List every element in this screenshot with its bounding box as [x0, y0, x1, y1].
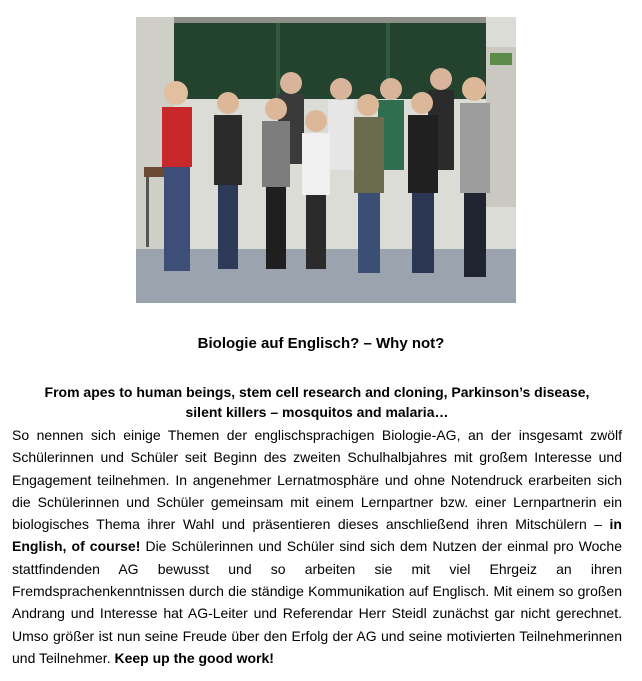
- subtitle-line-1: From apes to human beings, stem cell research and cloning, Parkinson’s disease,: [44, 384, 590, 400]
- body-emphasis-2: Keep up the good work!: [114, 649, 274, 666]
- body-emphasis-1: in English, of course!: [12, 516, 622, 555]
- subtitle-line-2: silent killers – mosquitos and malaria…: [185, 404, 449, 420]
- group-photo-illustration: [136, 17, 516, 303]
- body-text-part-1: So nennen sich einige Themen der englischsprachigen Biologie-AG, an der insgesamt zwölf Schülerinnen und Schüler seit Beginn des zweiten Schulhalbjahres mit großem Interesse und Engagement teilnehmen. In angenehmer Lernatmosphäre und ohne Notendruck erarbeiten sich die Schülerinnen und Schüler gemeinsam mit einem Lernpartner bzw. einer Lernpartnerin ein biologisches Thema ihrer Wahl und präsentieren dieses anschließend ihren Mitschülern –: [12, 427, 622, 533]
- body-text-part-2: Die Schülerinnen und Schüler sind sich dem Nutzen der einmal pro Woche stattfindenden AG bewusst und so arbeiten sie mit viel Ehrgeiz an ihren Fremdsprachenkenntnissen durch die ständige Kommunikation auf Englisch. Mit einem so großen Andrang und Interesse hat AG-Leiter und Referendar Herr Steidl zunächst gar nicht gerechnet. Umso größer ist nun seine Freude über den Erfolg der AG und seine motivierten Teilnehmerinnen und Teilnehmer.: [12, 538, 623, 666]
- article-title: Biologie auf Englisch? – Why not?: [197, 335, 445, 352]
- article-body: [12, 424, 622, 669]
- group-photo: [136, 17, 516, 303]
- article-subtitle: [12, 382, 622, 422]
